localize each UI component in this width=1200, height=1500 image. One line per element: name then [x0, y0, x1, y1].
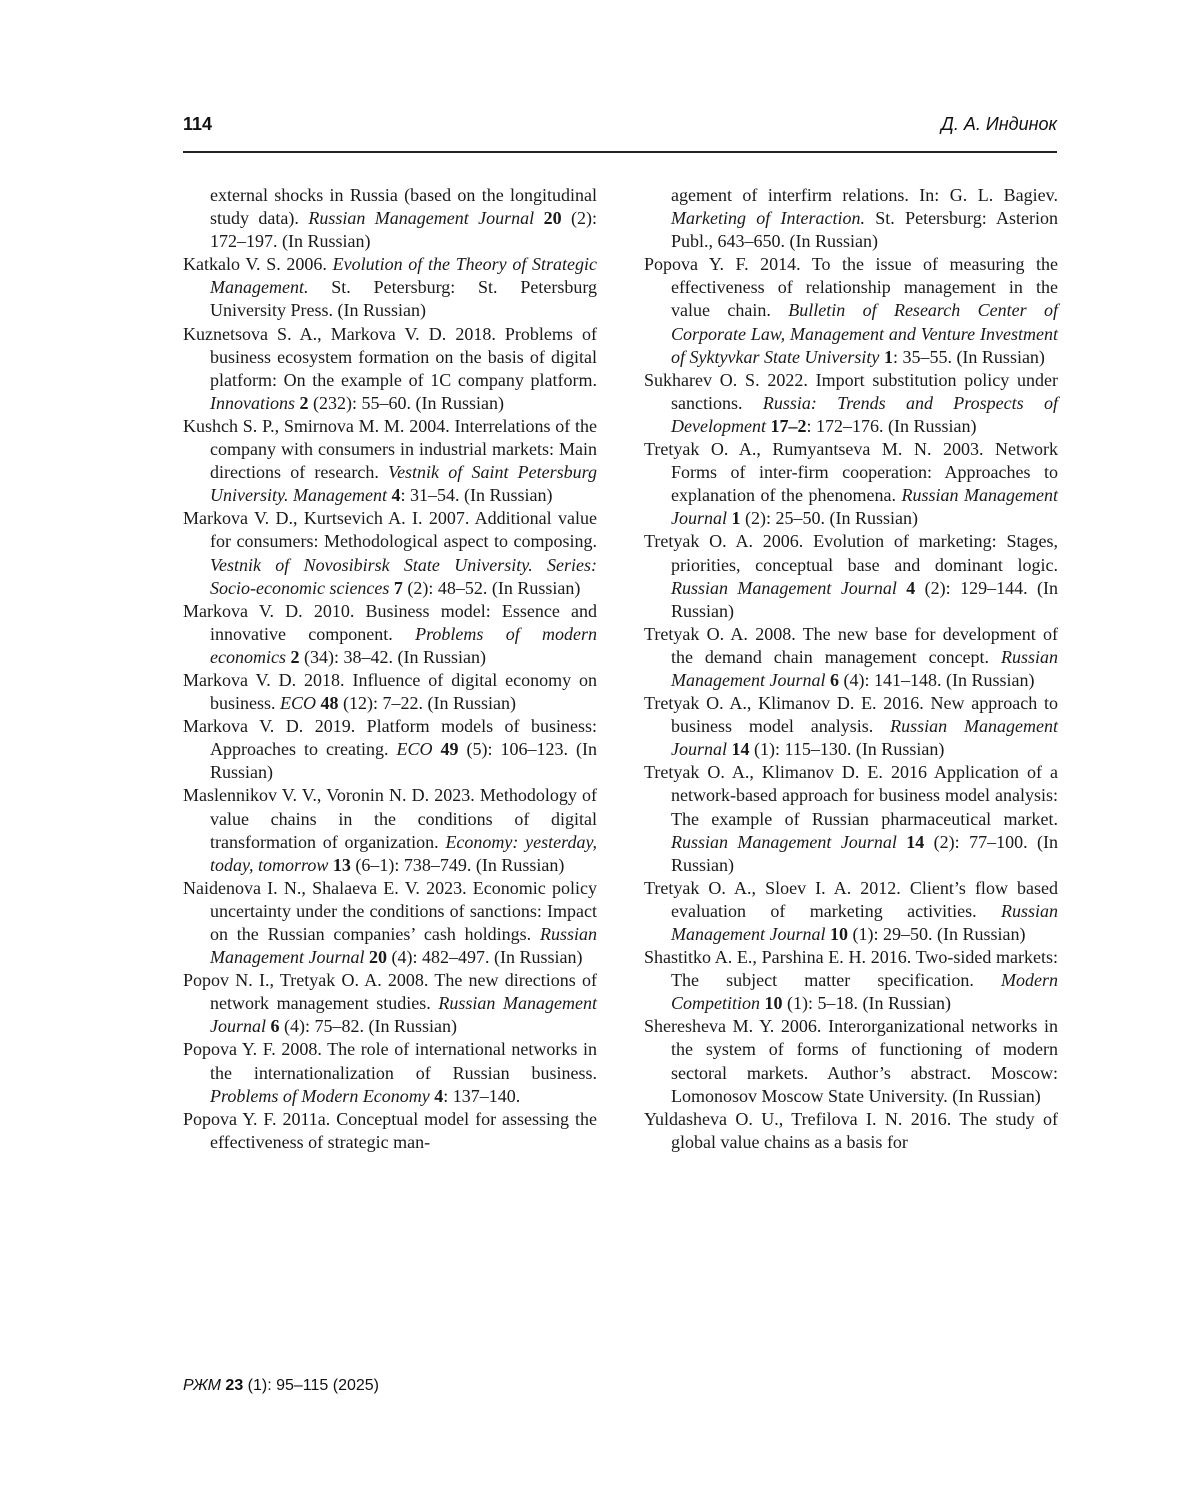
references-right-column — [644, 184, 1058, 1154]
reference-volume: 10 — [764, 993, 783, 1014]
reference-text: (1): 5–18. (In Russian) — [782, 993, 951, 1014]
reference-text: Yuldasheva O. U., Trefilova I. N. 2016. The study of global value chains as a basis for — [644, 1108, 1058, 1152]
reference-entry — [183, 969, 597, 1038]
reference-source-title: Russian Management Journal — [671, 900, 1058, 944]
reference-source-title: Economy: yesterday, today, tomorrow — [210, 831, 597, 875]
reference-text: Maslennikov V. V., Voronin N. D. 2023. Methodology of value chains in the conditions of digital transformation of organization. — [183, 785, 597, 852]
reference-text: Popova Y. F. 2011a. Conceptual model for assessing the effectiveness of strategic man- — [183, 1108, 597, 1152]
reference-entry — [644, 761, 1058, 876]
footer-journal-name: РЖМ — [183, 1377, 221, 1394]
reference-volume: 6 — [829, 669, 839, 690]
reference-source-title: Vestnik of Saint Petersburg University. Management — [210, 462, 597, 506]
journal-footer — [183, 1377, 379, 1395]
reference-source-title: Problems of modern economics — [210, 623, 597, 667]
reference-entry — [644, 1015, 1058, 1107]
reference-text: Kushch S. P., Smirnova M. M. 2004. Interrelations of the company with consumers in industrial markets: Main directions of research. — [183, 415, 597, 483]
reference-volume: 4 — [434, 1085, 444, 1106]
reference-entry — [183, 877, 597, 969]
reference-text: Sheresheva M. Y. 2006. Interorganizational networks in the system of forms of functioning of modern sectoral markets. Author’s abstract. Moscow: Lomonosov Moscow State University. (In Russian) — [644, 1016, 1058, 1106]
reference-entry — [644, 184, 1058, 253]
reference-entry — [183, 1038, 597, 1107]
reference-text: Katkalo V. S. 2006. — [183, 254, 333, 275]
reference-text: (34): 38–42. (In Russian) — [299, 646, 486, 667]
reference-text: St. Petersburg: St. Petersburg University Press. (In Russian) — [210, 277, 597, 321]
reference-text: : 172–176. (In Russian) — [806, 415, 977, 436]
reference-volume: 4 — [906, 577, 916, 598]
reference-volume: 4 — [391, 485, 401, 506]
reference-text — [897, 578, 906, 598]
page-number: 114 — [183, 114, 213, 134]
reference-source-title: Bulletin of Research Center of Corporate Law, Management and Venture Investment of Syktyvkar State University — [671, 300, 1058, 367]
reference-text: (2): 48–52. (In Russian) — [402, 577, 581, 598]
reference-entry — [644, 369, 1058, 438]
reference-text: (2): 25–50. (In Russian) — [740, 508, 918, 529]
reference-entry — [183, 184, 597, 253]
reference-text: Tretyak O. A., Klimanov D. E. 2016. New approach to business model analysis. — [644, 693, 1058, 737]
reference-text: Tretyak O. A. 2006. Evolution of marketing: Stages, priorities, conceptual base and dominant logic. — [644, 531, 1058, 575]
reference-text: (6–1): 738–749. (In Russian) — [350, 854, 565, 875]
reference-text: Markova V. D. 2010. Business model: Essence and innovative component. — [183, 600, 597, 644]
reference-text: (1): 29–50. (In Russian) — [847, 924, 1026, 944]
reference-volume: 10 — [829, 924, 848, 944]
reference-source-title: Russian Management Journal — [210, 993, 597, 1037]
references-left-column — [183, 184, 597, 1154]
reference-source-title: Problems of Modern Economy — [210, 1085, 430, 1106]
reference-text: Sukharev O. S. 2022. Import substitution policy under sanctions. — [644, 369, 1058, 413]
header-divider — [183, 151, 1057, 153]
reference-source-title: Innovations — [210, 392, 295, 413]
reference-text: Naidenova I. N., Shalaeva E. V. 2023. Economic policy uncertainty under the conditions of sanctions: Impact on the Russian companies’ cash holdings. — [183, 877, 597, 944]
reference-volume: 1 — [731, 508, 741, 529]
reference-entry — [644, 623, 1058, 692]
footer-volume: 23 — [225, 1377, 244, 1394]
reference-entry — [183, 253, 597, 322]
reference-volume: 2 — [299, 392, 309, 413]
reference-text: Tretyak O. A., Sloev I. A. 2012. Client’s flow based evaluation of marketing activities. — [644, 877, 1058, 921]
reference-volume: 17–2 — [770, 415, 807, 436]
reference-entry — [644, 877, 1058, 946]
reference-text: (2): 129–144. (In Russian) — [671, 577, 1058, 621]
reference-entry — [644, 438, 1058, 530]
reference-text: external shocks in Russia (based on the longitudinal study data). — [210, 185, 597, 229]
reference-text: (5): 106–123. (In Russian) — [210, 739, 597, 783]
reference-text — [897, 832, 906, 852]
reference-text: (4): 141–148. (In Russian) — [838, 669, 1035, 690]
reference-entry — [644, 1108, 1058, 1154]
reference-entry — [644, 253, 1058, 368]
reference-volume: 49 — [440, 739, 459, 760]
reference-text — [534, 208, 543, 228]
reference-volume: 20 — [543, 208, 562, 229]
reference-text: (4): 75–82. (In Russian) — [279, 1016, 457, 1037]
reference-volume: 2 — [290, 646, 300, 667]
reference-volume: 14 — [906, 831, 925, 852]
reference-text: St. Petersburg: Asterion Publ., 643–650. (In Russian) — [671, 208, 1058, 252]
reference-text: : 35–55. (In Russian) — [892, 346, 1045, 367]
running-head-author: Д. А. Индинок — [941, 114, 1057, 134]
reference-volume: 48 — [320, 693, 339, 714]
reference-source-title: ECO — [280, 693, 317, 714]
reference-source-title: Marketing of Interaction. — [671, 208, 866, 229]
reference-source-title: Evolution of the Theory of Strategic Management. — [210, 254, 597, 298]
reference-source-title: Vestnik of Novosibirsk State University. Series: Socio-economic sciences — [210, 554, 597, 598]
reference-source-title: Russian Management Journal — [308, 208, 535, 229]
reference-source-title: Russian Management Journal — [671, 831, 897, 852]
reference-text: (2): 172–197. (In Russian) — [210, 208, 597, 252]
reference-text: Popova Y. F. 2014. To the issue of measuring the effectiveness of relationship management in the value chain. — [644, 254, 1058, 321]
reference-entry — [183, 507, 597, 599]
reference-text: Tretyak O. A. 2008. The new base for development of the demand chain management concept. — [644, 623, 1058, 667]
reference-volume: 13 — [332, 854, 351, 875]
reference-source-title: Russian Management Journal — [210, 924, 597, 968]
reference-entry — [183, 323, 597, 415]
reference-text: Kuznetsova S. A., Markova V. D. 2018. Problems of business ecosystem formation on the basis of digital platform: On the example of 1C company platform. — [183, 323, 597, 390]
reference-text: Markova V. D. 2018. Influence of digital economy on business. — [183, 669, 597, 714]
reference-source-title: Modern Competition — [671, 970, 1058, 1014]
reference-text: (1): 115–130. (In Russian) — [749, 739, 945, 760]
reference-text: Popova Y. F. 2008. The role of international networks in the internationalization of Russian business. — [183, 1039, 597, 1083]
reference-entry — [644, 692, 1058, 761]
reference-text: (232): 55–60. (In Russian) — [308, 392, 504, 413]
reference-volume: 6 — [270, 1016, 280, 1037]
reference-text: Shastitko A. E., Parshina E. H. 2016. Two-sided markets: The subject matter specification. — [644, 947, 1058, 991]
reference-entry — [183, 784, 597, 876]
reference-text: : 137–140. — [443, 1085, 521, 1106]
reference-text: (4): 482–497. (In Russian) — [386, 947, 583, 968]
reference-volume: 20 — [368, 947, 387, 968]
reference-text: Markova V. D. 2019. Platform models of business: Approaches to creating. — [183, 716, 597, 760]
reference-text: (2): 77–100. (In Russian) — [671, 831, 1058, 875]
reference-source-title: Russia: Trends and Prospects of Development — [671, 392, 1058, 436]
reference-text: Tretyak O. A., Rumyantseva M. N. 2003. Network Forms of inter-firm cooperation: Approaches to explanation of the phenomena. — [644, 439, 1058, 506]
reference-entry — [183, 415, 597, 507]
reference-volume: 7 — [393, 577, 403, 598]
reference-volume: 1 — [883, 346, 893, 367]
reference-entry — [183, 600, 597, 669]
reference-volume: 14 — [731, 739, 750, 760]
reference-entry — [644, 946, 1058, 1015]
footer-issue-pages: (1): 95–115 (2025) — [243, 1377, 380, 1394]
reference-source-title: Russian Management Journal — [671, 646, 1058, 690]
reference-text: Markova V. D., Kurtsevich A. I. 2007. Additional value for consumers: Methodological aspect to composing. — [183, 508, 597, 552]
reference-text: (12): 7–22. (In Russian) — [338, 693, 516, 714]
reference-text: : 31–54. (In Russian) — [400, 485, 553, 506]
reference-text: agement of interfirm relations. In: G. L. Bagiev. — [671, 185, 1058, 205]
reference-entry — [183, 669, 597, 715]
reference-entry — [183, 1108, 597, 1154]
reference-text: Tretyak O. A., Klimanov D. E. 2016 Application of a network-based approach for business model analysis: The example of Russian pharmaceutical market. — [644, 762, 1058, 829]
reference-source-title: Russian Management Journal — [671, 577, 897, 598]
reference-text: Popov N. I., Tretyak O. A. 2008. The new directions of network management studies. — [183, 970, 597, 1014]
reference-source-title: Russian Management Journal — [671, 485, 1058, 529]
reference-source-title: Russian Management Journal — [671, 716, 1058, 760]
reference-source-title: ECO — [396, 739, 433, 760]
reference-entry — [644, 530, 1058, 622]
reference-entry — [183, 715, 597, 784]
